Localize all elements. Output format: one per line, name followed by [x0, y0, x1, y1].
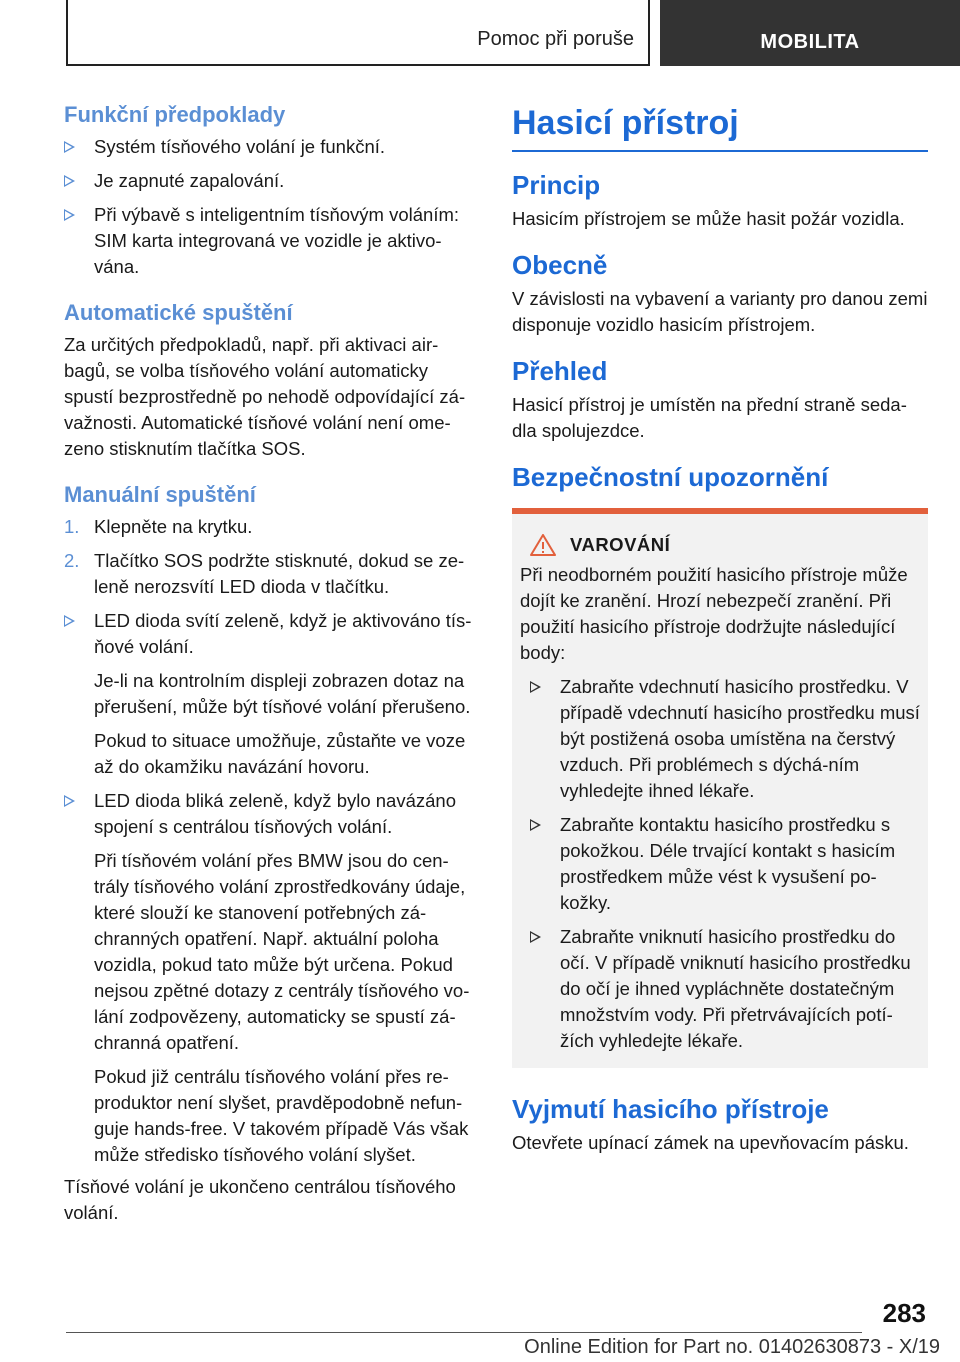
indented-paragraph: Pokud již centrálu tísňového volání přes re-produktor není slyšet, pravděpodobně nefun-guje hands-free. V takovém případě Vás však může středisko tísňového volání slyšet. — [94, 1066, 469, 1165]
step-item: 1. Klepněte na krytku. — [64, 516, 253, 537]
paragraph-end: Tísňové volání je ukončeno centrálou tísňového volání. — [64, 1176, 456, 1223]
heading-funkcni-predpoklady: Funkční předpoklady — [64, 102, 286, 127]
heading-vyjmuti: Vyjmutí hasicího přístroje — [512, 1094, 829, 1124]
warning-triangle-icon — [530, 534, 556, 556]
bullet-triangle-icon — [530, 931, 541, 943]
paragraph-obecne: V závislosti na vybavení a varianty pro danou zemi disponuje vozidlo hasicím přístrojem. — [512, 288, 928, 335]
list-item: LED dioda bliká zeleně, když bylo navázáno spojení s centrálou tísňových volání. — [64, 788, 478, 840]
bullet-triangle-icon — [64, 795, 75, 807]
warning-box — [512, 508, 928, 1068]
warning-title: VAROVÁNÍ — [520, 532, 920, 558]
bullet-triangle-icon — [64, 209, 75, 221]
header-section-title: Pomoc při poruše — [477, 28, 634, 50]
step-item: 2. Tlačítko SOS podržte stisknuté, dokud se ze-leně nerozsvítí LED dioda v tlačítku. — [64, 550, 465, 597]
left-column — [64, 100, 478, 1226]
header-section-box — [66, 0, 650, 66]
heading-manualni-spusteni: Manuální spuštění — [64, 482, 256, 507]
warning-item: Zabraňte vdechnutí hasicího prostředku. V případě vdechnutí hasicího prostředku musí být postižená osoba umístěna na čerstvý vzduch. Při problémech s dýchá-ním vyhledejte ihned lékaře. — [530, 674, 920, 804]
heading-bezpecnostni-upozorneni: Bezpečnostní upozornění — [512, 462, 829, 492]
list-item: Je zapnuté zapalování. — [64, 168, 478, 194]
warning-item: Zabraňte vniknutí hasicího prostředku do očí. V případě vniknutí hasicího prostředku do očí je ihned vypláchněte dostatečným množstvím vody. Při přetrvávajících potí-žích vyhledejte lékaře. — [530, 924, 920, 1054]
heading-obecne: Obecně — [512, 250, 608, 280]
heading-automaticke-spusteni: Automatické spuštění — [64, 300, 293, 325]
bullet-triangle-icon — [64, 175, 75, 187]
warning-intro: Při neodborném použití hasicího přístroje může dojít ke zranění. Hrozí nebezpečí zranění. Při použití hasicího přístroje dodržujte následující body: — [520, 564, 908, 663]
chapter-title: Hasicí přístroj — [512, 100, 928, 152]
bullet-triangle-icon — [530, 681, 541, 693]
footer-divider — [66, 1332, 862, 1333]
page-number: 283 — [882, 1298, 926, 1328]
indented-paragraph: Je-li na kontrolním displeji zobrazen dotaz na přerušení, může být tísňové volání přerušeno. — [94, 670, 471, 717]
page-header — [0, 0, 960, 66]
indented-paragraph: Při tísňovém volání přes BMW jsou do cen-trály tísňového volání zprostředkovány údaje, které slouží ke stanovení potřebných zá-chranných opatření. Např. aktuální poloha vozidla, pokud tato může být určena. Pokud nejsou zpětné dotazy z centrály tísňového vo-lání zodpovězeny, automaticky se spustí zá-chranná opatření. — [94, 850, 470, 1053]
list-item: Systém tísňového volání je funkční. — [64, 134, 478, 160]
indented-paragraph: Pokud to situace umožňuje, zůstaňte ve voze až do okamžiku navázání hovoru. — [94, 730, 466, 777]
paragraph-princip: Hasicím přístrojem se může hasit požár vozidla. — [512, 208, 905, 229]
heading-prehled: Přehled — [512, 356, 608, 386]
list-item: Při výbavě s inteligentním tísňovým voláním: SIM karta integrovaná ve vozidle je aktivo-vána. — [64, 202, 478, 280]
header-chapter-tab: MOBILITA — [660, 0, 960, 66]
paragraph-prehled: Hasicí přístroj je umístěn na přední straně seda-dla spolujezdce. — [512, 394, 907, 441]
list-item: LED dioda svítí zeleně, když je aktivováno tís-ňové volání. — [64, 608, 478, 660]
warning-item: Zabraňte kontaktu hasicího prostředku s pokožkou. Déle trvající kontakt s hasicím prostředkem může vést k vysušení po-kožky. — [530, 812, 920, 916]
bullet-triangle-icon — [64, 141, 75, 153]
footer-edition: Online Edition for Part no. 01402630873 - X/19 — [524, 1336, 940, 1358]
paragraph-vyjmuti: Otevřete upínací zámek na upevňovacím pásku. — [512, 1132, 909, 1153]
bullet-triangle-icon — [64, 615, 75, 627]
paragraph-automatic: Za určitých předpokladů, např. při aktivaci air-bagů, se volba tísňového volání automaticky spustí bezprostředně po nehodě odpovídající zá-važnosti. Automatické tísňové volání není ome-zeno stisknutím tlačítka SOS. — [64, 334, 466, 459]
bullet-triangle-icon — [530, 819, 541, 831]
right-column — [512, 100, 928, 1156]
heading-princip: Princip — [512, 170, 601, 200]
